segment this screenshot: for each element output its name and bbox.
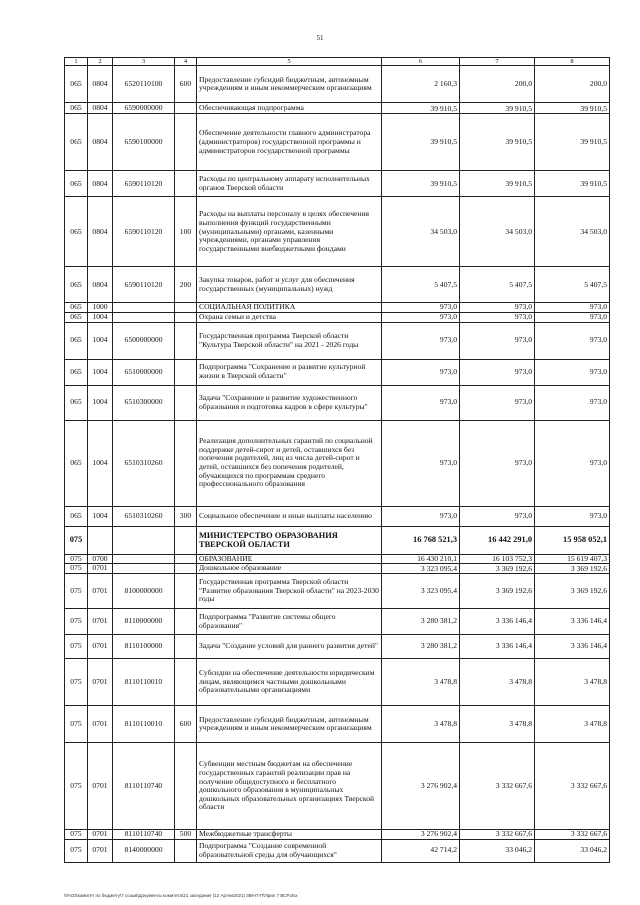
- expense-type-cell: [175, 359, 197, 385]
- amount-cell: 42 714,2: [382, 839, 460, 862]
- table-row: [65, 609, 610, 635]
- amount-cell: 973,0: [460, 506, 535, 526]
- table-row: [65, 114, 610, 171]
- admin-code-cell: 075: [65, 659, 88, 706]
- expense-type-cell: 200: [175, 267, 197, 303]
- item-name-cell: Подпрограмма "Создание современной образовательной среды для обучающихся": [197, 839, 382, 862]
- admin-code-cell: 075: [65, 743, 88, 830]
- item-name-cell: Подпрограмма "Сохранение и развитие культурной жизни в Тверской области": [197, 359, 382, 385]
- target-article-cell: [113, 526, 175, 554]
- item-name-cell: Охрана семьи и детства: [197, 312, 382, 322]
- admin-code-cell: 075: [65, 526, 88, 554]
- item-name-cell: МИНИСТЕРСТВО ОБРАЗОВАНИЯ ТВЕРСКОЙ ОБЛАСТИ: [197, 526, 382, 554]
- item-name-cell: Предоставление субсидий бюджетным, автономным учреждениям и иным некоммерческим организациям: [197, 66, 382, 103]
- amount-cell: 973,0: [382, 322, 460, 359]
- amount-cell: 39 910,5: [535, 103, 610, 114]
- section-code-cell: 0701: [88, 574, 113, 609]
- item-name-cell: Межбюджетные трансферты: [197, 830, 382, 840]
- admin-code-cell: 065: [65, 114, 88, 171]
- amount-cell: 3 369 192,6: [460, 574, 535, 609]
- amount-cell: 973,0: [460, 312, 535, 322]
- expense-type-cell: [175, 564, 197, 574]
- item-name-cell: Задача "Создание условий для раннего развития детей": [197, 635, 382, 659]
- admin-code-cell: 075: [65, 574, 88, 609]
- section-code-cell: 0701: [88, 839, 113, 862]
- file-path-footer: \\Fs03\комитет по бюджету\7 созыв\Документы комитета\21 заседание (12 Артем2021) 389-П-П\Прил 7 ВСР.xlsx: [64, 893, 298, 898]
- section-code-cell: 1004: [88, 420, 113, 506]
- target-article-cell: [113, 554, 175, 564]
- expense-type-cell: 500: [175, 830, 197, 840]
- amount-cell: 39 910,5: [382, 171, 460, 197]
- amount-cell: 3 276 902,4: [382, 830, 460, 840]
- target-article-cell: 6510310260: [113, 420, 175, 506]
- admin-code-cell: 075: [65, 609, 88, 635]
- table-row: [65, 312, 610, 322]
- expense-type-cell: [175, 659, 197, 706]
- amount-cell: 2 160,3: [382, 66, 460, 103]
- admin-code-cell: 065: [65, 322, 88, 359]
- section-code-cell: 0701: [88, 609, 113, 635]
- column-number: 8: [535, 58, 610, 66]
- admin-code-cell: 065: [65, 66, 88, 103]
- amount-cell: 973,0: [382, 506, 460, 526]
- section-code-cell: 0701: [88, 830, 113, 840]
- section-code-cell: [88, 526, 113, 554]
- admin-code-cell: 075: [65, 554, 88, 564]
- expense-type-cell: 600: [175, 706, 197, 743]
- admin-code-cell: 075: [65, 706, 88, 743]
- amount-cell: 3 280 381,2: [382, 635, 460, 659]
- target-article-cell: 8110000000: [113, 609, 175, 635]
- table-row: [65, 359, 610, 385]
- amount-cell: 3 332 667,6: [460, 743, 535, 830]
- table-row: [65, 197, 610, 267]
- amount-cell: 200,0: [460, 66, 535, 103]
- section-code-cell: 0701: [88, 635, 113, 659]
- expense-type-cell: [175, 114, 197, 171]
- amount-cell: 3 369 192,6: [535, 574, 610, 609]
- table-row: [65, 839, 610, 862]
- item-name-cell: Субвенции местным бюджетам на обеспечение государственных гарантий реализации прав на получение общедоступного и бесплатного дошкольного образования в муниципальных дошкольных образовательных организациях Тверской области: [197, 743, 382, 830]
- section-code-cell: 0804: [88, 171, 113, 197]
- target-article-cell: 8140000000: [113, 839, 175, 862]
- item-name-cell: Закупка товаров, работ и услуг для обеспечения государственных (муниципальных) нужд: [197, 267, 382, 303]
- expense-type-cell: [175, 385, 197, 420]
- section-code-cell: 1000: [88, 303, 113, 313]
- section-code-cell: 0804: [88, 267, 113, 303]
- item-name-cell: Государственная программа Тверской области "Развитие образования Тверской области" на 2023-2030 годы: [197, 574, 382, 609]
- target-article-cell: 8110110740: [113, 743, 175, 830]
- admin-code-cell: 065: [65, 267, 88, 303]
- item-name-cell: Предоставление субсидий бюджетным, автономным учреждениям и иным некоммерческим организациям: [197, 706, 382, 743]
- amount-cell: 39 910,5: [460, 171, 535, 197]
- amount-cell: 973,0: [460, 359, 535, 385]
- section-code-cell: 0804: [88, 197, 113, 267]
- amount-cell: 3 478,8: [382, 706, 460, 743]
- amount-cell: 3 369 192,6: [460, 564, 535, 574]
- amount-cell: 973,0: [382, 420, 460, 506]
- item-name-cell: Реализация дополнительных гарантий по социальной поддержке детей-сирот и детей, оставшихся без попечения родителей, лиц из числа детей-сирот и детей, оставшихся без попечения родителей, обучающихся по программам среднего профессионального образования: [197, 420, 382, 506]
- amount-cell: 3 332 667,6: [535, 830, 610, 840]
- column-number: 2: [88, 58, 113, 66]
- expense-type-cell: 300: [175, 506, 197, 526]
- amount-cell: 973,0: [382, 359, 460, 385]
- amount-cell: 16 430 210,1: [382, 554, 460, 564]
- amount-cell: 15 619 407,3: [535, 554, 610, 564]
- target-article-cell: 6510300000: [113, 385, 175, 420]
- amount-cell: 973,0: [382, 312, 460, 322]
- amount-cell: 34 503,0: [535, 197, 610, 267]
- column-number: 5: [197, 58, 382, 66]
- amount-cell: 3 478,8: [535, 706, 610, 743]
- admin-code-cell: 075: [65, 830, 88, 840]
- expense-type-cell: [175, 609, 197, 635]
- admin-code-cell: 075: [65, 635, 88, 659]
- target-article-cell: 6590000000: [113, 103, 175, 114]
- expense-type-cell: 600: [175, 66, 197, 103]
- amount-cell: 5 407,5: [382, 267, 460, 303]
- expense-type-cell: [175, 322, 197, 359]
- amount-cell: 3 336 146,4: [460, 609, 535, 635]
- amount-cell: 3 478,8: [535, 659, 610, 706]
- table-row: [65, 743, 610, 830]
- table-row: [65, 564, 610, 574]
- amount-cell: 200,0: [535, 66, 610, 103]
- target-article-cell: 6590110120: [113, 171, 175, 197]
- amount-cell: 39 910,5: [535, 114, 610, 171]
- admin-code-cell: 075: [65, 564, 88, 574]
- item-name-cell: Задача "Сохранение и развитие художественного образования и подготовка кадров в сфере культуры": [197, 385, 382, 420]
- table-row: [65, 635, 610, 659]
- item-name-cell: Субсидии на обеспечение деятельности юридическим лицам, являющимся частными дошкольными образовательными организациями: [197, 659, 382, 706]
- target-article-cell: 6500000000: [113, 322, 175, 359]
- expense-type-cell: 100: [175, 197, 197, 267]
- target-article-cell: 8110110740: [113, 830, 175, 840]
- table-row: [65, 303, 610, 313]
- column-number-header: [65, 58, 610, 66]
- amount-cell: 973,0: [535, 420, 610, 506]
- amount-cell: 33 046,2: [535, 839, 610, 862]
- target-article-cell: 8110110010: [113, 659, 175, 706]
- item-name-cell: Дошкольное образование: [197, 564, 382, 574]
- amount-cell: 973,0: [535, 359, 610, 385]
- amount-cell: 16 103 752,3: [460, 554, 535, 564]
- amount-cell: 39 910,5: [382, 114, 460, 171]
- expense-type-cell: [175, 743, 197, 830]
- amount-cell: 34 503,0: [460, 197, 535, 267]
- section-code-cell: 0700: [88, 554, 113, 564]
- admin-code-cell: 065: [65, 506, 88, 526]
- table-row: [65, 526, 610, 554]
- amount-cell: 39 910,5: [535, 171, 610, 197]
- amount-cell: 34 503,0: [382, 197, 460, 267]
- amount-cell: 3 332 667,6: [460, 830, 535, 840]
- target-article-cell: 6590110120: [113, 197, 175, 267]
- section-code-cell: 0701: [88, 659, 113, 706]
- target-article-cell: [113, 564, 175, 574]
- column-number: 1: [65, 58, 88, 66]
- target-article-cell: [113, 303, 175, 313]
- column-number: 4: [175, 58, 197, 66]
- admin-code-cell: 065: [65, 359, 88, 385]
- admin-code-cell: 065: [65, 197, 88, 267]
- admin-code-cell: 065: [65, 103, 88, 114]
- section-code-cell: 0701: [88, 564, 113, 574]
- table-row: [65, 830, 610, 840]
- expense-type-cell: [175, 103, 197, 114]
- target-article-cell: 8110100000: [113, 635, 175, 659]
- expense-type-cell: [175, 554, 197, 564]
- section-code-cell: 1004: [88, 506, 113, 526]
- amount-cell: 973,0: [460, 385, 535, 420]
- item-name-cell: Расходы по центральному аппарату исполнительных органов Тверской области: [197, 171, 382, 197]
- amount-cell: 973,0: [460, 303, 535, 313]
- item-name-cell: Подпрограмма "Развитие системы общего образования": [197, 609, 382, 635]
- section-code-cell: 0804: [88, 114, 113, 171]
- section-code-cell: 0804: [88, 66, 113, 103]
- column-number: 7: [460, 58, 535, 66]
- table-row: [65, 322, 610, 359]
- target-article-cell: 8110110010: [113, 706, 175, 743]
- amount-cell: 3 323 095,4: [382, 574, 460, 609]
- table-row: [65, 574, 610, 609]
- target-article-cell: 6510310260: [113, 506, 175, 526]
- amount-cell: 973,0: [535, 506, 610, 526]
- amount-cell: 973,0: [382, 385, 460, 420]
- amount-cell: 3 332 667,6: [535, 743, 610, 830]
- column-number: 3: [113, 58, 175, 66]
- amount-cell: 3 369 192,6: [535, 564, 610, 574]
- amount-cell: 39 910,5: [382, 103, 460, 114]
- amount-cell: 3 276 902,4: [382, 743, 460, 830]
- item-name-cell: Государственная программа Тверской области "Культура Тверской области" на 2021 - 2026 годы: [197, 322, 382, 359]
- amount-cell: 5 407,5: [535, 267, 610, 303]
- item-name-cell: Обеспечивающая подпрограмма: [197, 103, 382, 114]
- target-article-cell: 6520110100: [113, 66, 175, 103]
- target-article-cell: 8100000000: [113, 574, 175, 609]
- expense-type-cell: [175, 171, 197, 197]
- admin-code-cell: 065: [65, 420, 88, 506]
- amount-cell: 3 336 146,4: [535, 635, 610, 659]
- amount-cell: 15 958 052,1: [535, 526, 610, 554]
- admin-code-cell: 065: [65, 171, 88, 197]
- amount-cell: 16 442 291,0: [460, 526, 535, 554]
- section-code-cell: 0701: [88, 706, 113, 743]
- table-row: [65, 659, 610, 706]
- table-row: [65, 554, 610, 564]
- table-row: [65, 506, 610, 526]
- amount-cell: 973,0: [460, 322, 535, 359]
- item-name-cell: Обеспечение деятельности главного администратора (администраторов) государственной программы и администраторов государственной программы: [197, 114, 382, 171]
- item-name-cell: Социальное обеспечение и иные выплаты населению: [197, 506, 382, 526]
- table-row: [65, 420, 610, 506]
- item-name-cell: СОЦИАЛЬНАЯ ПОЛИТИКА: [197, 303, 382, 313]
- table-row: [65, 706, 610, 743]
- admin-code-cell: 065: [65, 312, 88, 322]
- amount-cell: 3 323 095,4: [382, 564, 460, 574]
- amount-cell: 16 768 521,3: [382, 526, 460, 554]
- expense-type-cell: [175, 312, 197, 322]
- admin-code-cell: 075: [65, 839, 88, 862]
- expense-type-cell: [175, 574, 197, 609]
- expense-type-cell: [175, 420, 197, 506]
- table-row: [65, 385, 610, 420]
- item-name-cell: ОБРАЗОВАНИЕ: [197, 554, 382, 564]
- target-article-cell: 6510000000: [113, 359, 175, 385]
- section-code-cell: 0701: [88, 743, 113, 830]
- expense-type-cell: [175, 526, 197, 554]
- amount-cell: 973,0: [460, 420, 535, 506]
- amount-cell: 3 336 146,4: [535, 609, 610, 635]
- target-article-cell: [113, 312, 175, 322]
- amount-cell: 3 478,8: [460, 706, 535, 743]
- section-code-cell: 1004: [88, 385, 113, 420]
- admin-code-cell: 065: [65, 385, 88, 420]
- target-article-cell: 6590110120: [113, 267, 175, 303]
- table-row: [65, 103, 610, 114]
- amount-cell: 5 407,5: [460, 267, 535, 303]
- expense-type-cell: [175, 303, 197, 313]
- column-number: 6: [382, 58, 460, 66]
- expense-type-cell: [175, 635, 197, 659]
- expense-type-cell: [175, 839, 197, 862]
- amount-cell: 3 478,8: [382, 659, 460, 706]
- table-row: [65, 66, 610, 103]
- amount-cell: 39 910,5: [460, 103, 535, 114]
- amount-cell: 973,0: [382, 303, 460, 313]
- admin-code-cell: 065: [65, 303, 88, 313]
- table-row: [65, 171, 610, 197]
- section-code-cell: 1004: [88, 359, 113, 385]
- amount-cell: 973,0: [535, 312, 610, 322]
- target-article-cell: 6590100000: [113, 114, 175, 171]
- section-code-cell: 0804: [88, 103, 113, 114]
- amount-cell: 3 478,8: [460, 659, 535, 706]
- amount-cell: 33 046,2: [460, 839, 535, 862]
- table-row: [65, 267, 610, 303]
- budget-table: [64, 57, 610, 863]
- item-name-cell: Расходы на выплаты персоналу в целях обеспечения выполнения функций государственными (муниципальными) органами, казенными учреждениями, органами управления государственными внебюджетными фондами: [197, 197, 382, 267]
- section-code-cell: 1004: [88, 322, 113, 359]
- amount-cell: 3 336 146,4: [460, 635, 535, 659]
- page-number: 51: [316, 34, 324, 42]
- amount-cell: 973,0: [535, 303, 610, 313]
- amount-cell: 39 910,5: [460, 114, 535, 171]
- amount-cell: 973,0: [535, 385, 610, 420]
- amount-cell: 3 280 381,2: [382, 609, 460, 635]
- section-code-cell: 1004: [88, 312, 113, 322]
- amount-cell: 973,0: [535, 322, 610, 359]
